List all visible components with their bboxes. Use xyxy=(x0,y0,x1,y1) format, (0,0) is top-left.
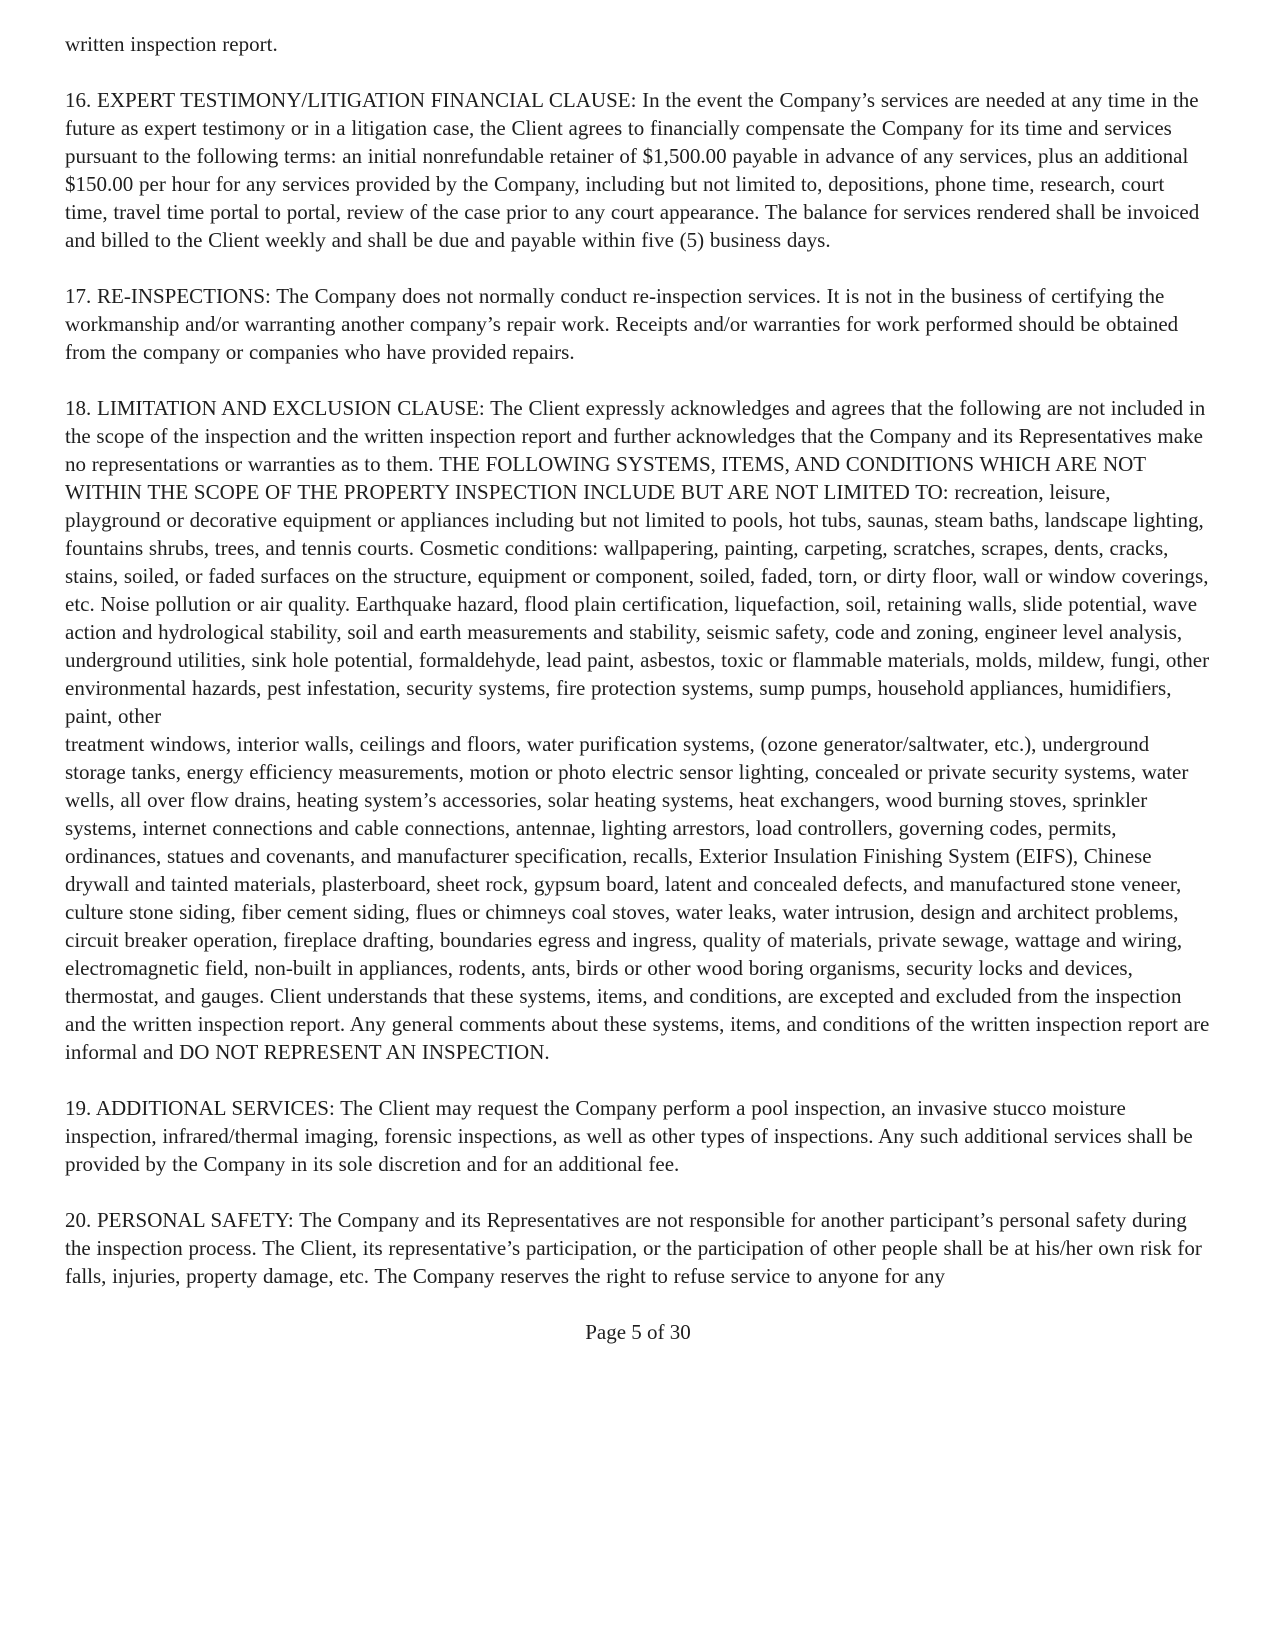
clause-18-text-part-2: treatment windows, interior walls, ceilings and floors, water purification systems, (ozone generator/saltwater, etc.), underground storage tanks, energy efficiency measurements, motion or photo electric sensor lighting, concealed or private security systems, water wells, all over flow drains, heating system’s accessories, solar heating systems, heat exchangers, wood burning stoves, sprinkler systems, internet connections and cable connections, antennae, lighting arrestors, load controllers, governing codes, permits, ordinances, statues and covenants, and manufacturer specification, recalls, Exterior Insulation Finishing System (EIFS), Chinese drywall and tainted materials, plasterboard, sheet rock, gypsum board, latent and concealed defects, and manufactured stone veneer, culture stone siding, fiber cement siding, flues or chimneys coal stoves, water leaks, water intrusion, design and architect problems, circuit breaker operation, fireplace drafting, boundaries egress and ingress, quality of materials, private sewage, wattage and wiring, electromagnetic field, non-built in appliances, rodents, ants, birds or other wood boring organisms, security locks and devices, thermostat, and gauges. Client understands that these systems, items, and conditions, are excepted and excluded from the inspection and the written inspection report. Any general comments about these systems, items, and conditions of the written inspection report are informal and DO NOT REPRESENT AN INSPECTION. xyxy=(65,732,1210,1064)
clause-18-limitation-and-exclusion xyxy=(65,394,1211,1066)
clause-20-personal-safety: 20. PERSONAL SAFETY: The Company and its Representatives are not responsible for another participant’s personal safety during the inspection process. The Client, its representative’s participation, or the participation of other people shall be at his/her own risk for falls, injuries, property damage, etc. The Company reserves the right to refuse service to anyone for any xyxy=(65,1208,1202,1288)
clause-18-text-part-1: 18. LIMITATION AND EXCLUSION CLAUSE: The Client expressly acknowledges and agrees that the following are not included in the scope of the inspection and the written inspection report and further acknowledges that the Company and its Representatives make no representations or warranties as to them. THE FOLLOWING SYSTEMS, ITEMS, AND CONDITIONS WHICH ARE NOT WITHIN THE SCOPE OF THE PROPERTY INSPECTION INCLUDE BUT ARE NOT LIMITED TO: recreation, leisure, playground or decorative equipment or appliances including but not limited to pools, hot tubs, saunas, steam baths, landscape lighting, fountains shrubs, trees, and tennis courts. Cosmetic conditions: wallpapering, painting, carpeting, scratches, scrapes, dents, cracks, stains, soiled, or faded surfaces on the structure, equipment or component, soiled, faded, torn, or dirty floor, wall or window coverings, etc. Noise pollution or air quality. Earthquake hazard, flood plain certification, liquefaction, soil, retaining walls, slide potential, wave action and hydrological stability, soil and earth measurements and stability, seismic safety, code and zoning, engineer level analysis, underground utilities, sink hole potential, formaldehyde, lead paint, asbestos, toxic or flammable materials, molds, mildew, fungi, other environmental hazards, pest infestation, security systems, fire protection systems, sump pumps, household appliances, humidifiers, paint, other xyxy=(65,396,1210,728)
paragraph-continuation-from-previous-page: written inspection report. xyxy=(65,32,278,56)
clause-17-re-inspections: 17. RE-INSPECTIONS: The Company does not normally conduct re-inspection services. It is not in the business of certifying the workmanship and/or warranting another company’s repair work. Receipts and/or warranties for work performed should be obtained from the company or companies who have provided repairs. xyxy=(65,284,1179,364)
page-number-footer: Page 5 of 30 xyxy=(585,1320,691,1344)
clause-19-additional-services: 19. ADDITIONAL SERVICES: The Client may request the Company perform a pool inspection, an invasive stucco moisture inspection, infrared/thermal imaging, forensic inspections, as well as other types of inspections. Any such additional services shall be provided by the Company in its sole discretion and for an additional fee. xyxy=(65,1096,1193,1176)
clause-16-expert-testimony-litigation: 16. EXPERT TESTIMONY/LITIGATION FINANCIAL CLAUSE: In the event the Company’s services are needed at any time in the future as expert testimony or in a litigation case, the Client agrees to financially compensate the Company for its time and services pursuant to the following terms: an initial nonrefundable retainer of $1,500.00 payable in advance of any services, plus an additional $150.00 per hour for any services provided by the Company, including but not limited to, depositions, phone time, research, court time, travel time portal to portal, review of the case prior to any court appearance. The balance for services rendered shall be invoiced and billed to the Client weekly and shall be due and payable within five (5) business days. xyxy=(65,88,1200,252)
